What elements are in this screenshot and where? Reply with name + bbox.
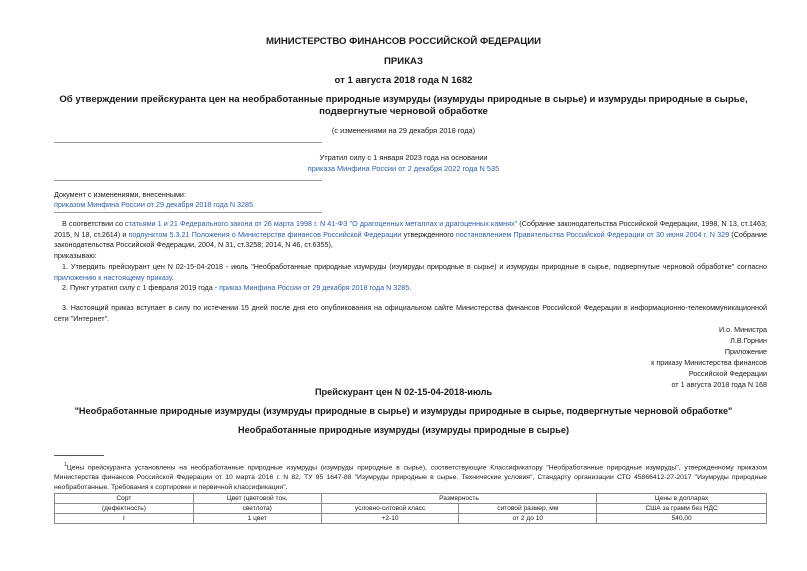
footnote [54, 460, 767, 493]
table-header-row [55, 504, 767, 514]
resolution-link[interactable]: постановлением Правительства Российской Федерации от 30 июня 2004 г. N 329 [455, 229, 730, 239]
regulation-link[interactable]: подпунктом 5.3.21 Положения о Министерстве финансов Российской Федерации [128, 229, 402, 239]
header-sieve-size: ситовой размер, мм [459, 504, 597, 514]
order-date-number: от 1 августа 2018 года N 1682 [334, 75, 473, 86]
text: 2. Пункт утратил силу с 1 февраля 2019 года - [62, 283, 220, 292]
law-link[interactable]: статьями 1 и 21 Федерального закона от 26 марта 1998 г. N 41-ФЗ "О драгоценных металлах и драгоценных камнях" [125, 219, 518, 228]
appendix-label: Приложение [724, 347, 767, 356]
header-color-sub: светлота) [193, 504, 321, 514]
appendix-link[interactable]: приложению к настоящему приказу [54, 272, 172, 282]
paragraph-item-3: 3. Настоящий приказ вступает в силу по истечении 15 дней после дня его опубликования на официальном сайте Министерства финансов Российской Федерации в информационно-телекоммуникационной сети "Интернет". [54, 303, 767, 323]
order-word: приказываю: [54, 251, 97, 260]
header-size: Размерность [321, 494, 597, 504]
header-sieve-class: условно-ситовой класс [321, 504, 459, 514]
header-price: Цены в долларах [597, 494, 767, 504]
text: (Собрание законодательства Российской Федерации, 1998, N 13, ст.1463; 2015, N 18, ст.2614) и [54, 219, 767, 239]
amending-doc-label: Документ с изменениями, внесенными: [54, 190, 186, 199]
header-price-sub: США за грамм без НДС [597, 504, 767, 514]
pricelist-section: Необработанные природные изумруды (изумруды природные в сырье) [237, 425, 570, 435]
signatory-role: И.о. Министра [718, 325, 767, 334]
appendix-order: к приказу Министерства финансов [651, 358, 767, 367]
cell-color: 1 цвет [193, 514, 321, 524]
header-color: Цвет (цветовой тон, [193, 494, 321, 504]
appendix-country: Российской Федерации [688, 369, 767, 378]
footnote-text: Цены прейскуранта установлены на необработанные природные изумруды (изумруды природные в сырье), соответствующие Классификатору "Необработанные природные изумруды", утвержденному приказом Министерства финансов Российской Федерации от 10 марта 2016 г. N 82, ТУ 95 1647-88 "Изумруды природные в сырье. Технические условия", Стандарту организации СТО 45866412-27-2017 "Изумруды природные необработанные. Требования к сортировке и первичной классификации". [54, 464, 767, 492]
text: 1. Утвердить прейскурант цен N 02-15-04-2018 - июль "Необработанные природные изумруды (изумруды природные в сырье) и изумруды природные в сырье, подвергнутые черновой обработке" согласно [62, 262, 767, 271]
footnote-mark: 1 [64, 462, 67, 468]
text: утвержденного [401, 229, 456, 239]
lost-force-note: Утратил силу с 1 января 2023 года на основании [319, 153, 488, 162]
signatory-name: Л.В.Горнин [730, 336, 767, 345]
header-sort-sub: (дефектность) [55, 504, 194, 514]
footnote-divider [54, 455, 104, 456]
pricelist-title: Прейскурант цен N 02-15-04-2018-июль [314, 387, 493, 397]
text: В соответствии со [62, 219, 126, 228]
divider [54, 212, 322, 213]
text: . [171, 272, 174, 282]
pricelist-subtitle: "Необработанные природные изумруды (изумруды природные в сырье) и изумруды природные в сырье, подвергнутые черновой обработке" [74, 406, 733, 416]
ministry-heading: МИНИСТЕРСТВО ФИНАНСОВ РОССИЙСКОЙ ФЕДЕРАЦИИ [265, 36, 542, 47]
divider [54, 142, 322, 143]
table-row [55, 514, 767, 524]
cell-price: 540,00 [597, 514, 767, 524]
paragraph-item-2 [54, 283, 767, 294]
order-title: Об утверждении прейскуранта цен на необработанные природные изумруды (изумруды природные в сырье) и изумруды природные в сырье, подвергнутые черновой обработке [59, 94, 748, 117]
table-header-row [55, 494, 767, 504]
cell-sieve-class: +2-10 [321, 514, 459, 524]
paragraph-preamble [54, 219, 767, 251]
appendix-date: от 1 августа 2018 года N 168 [671, 380, 767, 389]
amending-order-link[interactable]: приказ Минфина России от 29 декабря 2018 года N 3285 [219, 283, 410, 292]
header-sort: Сорт [55, 494, 194, 504]
amending-doc-link[interactable]: приказом Минфина России от 29 декабря 2018 года N 3285. [54, 200, 256, 209]
price-table [54, 493, 767, 524]
lost-force-link[interactable]: приказа Минфина России от 2 декабря 2022 года N 535 [307, 164, 500, 173]
paragraph-item-1 [54, 262, 767, 283]
divider [54, 180, 322, 181]
amendments-note: (с изменениями на 29 декабря 2018 года) [331, 126, 476, 135]
cell-sieve-size: от 2 до 10 [459, 514, 597, 524]
document-type: ПРИКАЗ [384, 56, 423, 67]
text: (Собрание законодательства Российской Федерации, 2004, N 31, ст.3258; 2014, N 46, ст.6355), [54, 229, 768, 250]
cell-sort: I [55, 514, 194, 524]
text: . [409, 283, 412, 292]
